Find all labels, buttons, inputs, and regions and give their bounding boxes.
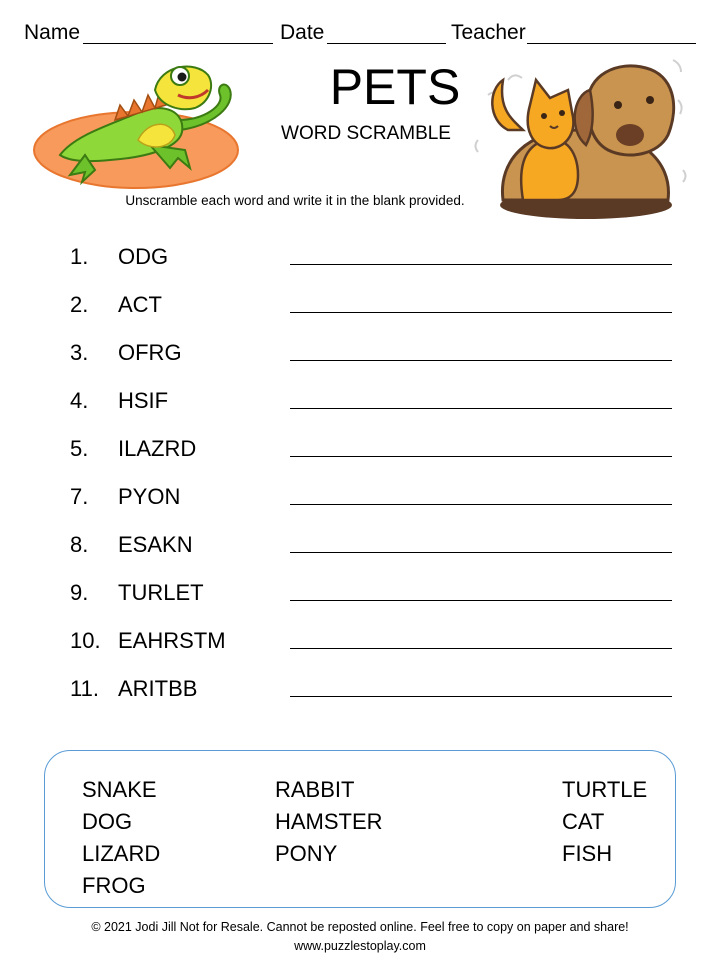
answer-blank[interactable] [290,360,672,361]
item-number: 2. [70,292,89,317]
word-bank-item: HAMSTER [275,809,383,834]
word-bank-item: SNAKE [82,777,157,802]
answer-blank[interactable] [290,600,672,601]
scrambled-word: ACT [118,292,162,317]
scrambled-word: EAHRSTM [118,628,226,653]
item-number: 8. [70,532,89,557]
scrambled-word: TURLET [118,580,204,605]
item-number: 10. [70,628,101,653]
item-number: 3. [70,340,89,365]
scrambled-word: ESAKN [118,532,193,557]
item-number: 4. [70,388,89,413]
item-number: 5. [70,436,89,461]
answer-blank[interactable] [290,552,672,553]
answer-blank[interactable] [290,408,672,409]
word-bank-item: FISH [562,841,613,866]
answer-blank[interactable] [290,312,672,313]
word-bank-item: PONY [275,841,338,866]
scrambled-word: ARITBB [118,676,198,701]
item-number: 7. [70,484,89,509]
item-number: 9. [70,580,89,605]
word-bank-item: RABBIT [275,777,355,802]
page-title: PETS [329,59,461,115]
word-bank-item: LIZARD [82,841,161,866]
answer-blank[interactable] [290,504,672,505]
teacher-blank[interactable] [527,43,696,44]
word-bank-item: DOG [82,809,133,834]
scrambled-word: ODG [118,244,169,269]
item-number: 1. [70,244,89,269]
word-bank-item: TURTLE [562,777,648,802]
scrambled-word: OFRG [118,340,182,365]
scrambled-word: PYON [118,484,181,509]
instructions-text: Unscramble each word and write it in the blank provided. [125,193,465,208]
page-subtitle: WORD SCRAMBLE [281,123,451,144]
date-blank[interactable] [327,43,446,44]
scrambled-word: ILAZRD [118,436,197,461]
date-label: Date [280,21,325,44]
name-blank[interactable] [83,43,273,44]
word-bank-item: FROG [82,873,146,898]
answer-blank[interactable] [290,696,672,697]
website-link[interactable]: www.puzzlestoplay.com [294,939,426,953]
copyright-text: © 2021 Jodi Jill Not for Resale. Cannot be reposted online. Feel free to copy on paper and share! [91,920,629,934]
answer-blank[interactable] [290,648,672,649]
answer-blank[interactable] [290,264,672,265]
word-bank-item: CAT [562,809,605,834]
answer-blank[interactable] [290,456,672,457]
teacher-label: Teacher [451,21,526,44]
name-label: Name [24,21,81,44]
item-number: 11. [70,676,99,701]
scrambled-word: HSIF [118,388,169,413]
